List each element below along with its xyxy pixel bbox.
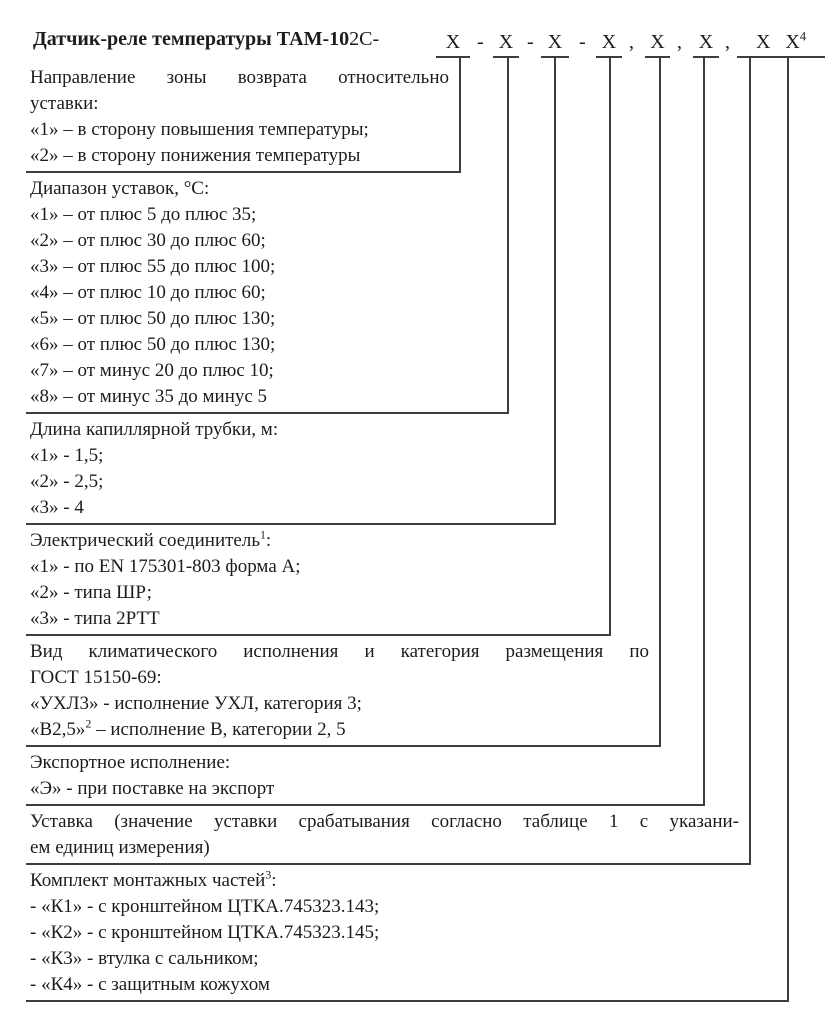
connector-vertical-1	[459, 58, 461, 173]
section-setpoint-range	[30, 173, 800, 414]
spec-item: «2» - типа ШР;	[30, 582, 152, 603]
connector-vertical-7	[749, 58, 751, 865]
spec-item: «1» – от плюс 5 до плюс 35;	[30, 204, 257, 225]
spec-item: - «К2» - с кронштейном ЦТКА.745323.145;	[30, 922, 380, 943]
designation-x-4: X	[596, 29, 622, 58]
section-rule-4	[26, 634, 611, 636]
spec-item: «В2,5»$^2$ – исполнение В, категории 2, 5	[30, 717, 346, 740]
spec-item: - «К4» - с защитным кожухом	[30, 974, 270, 995]
section-heading-line: Комплект монтажных частей$^3$:	[30, 868, 277, 891]
section-heading-line: Экспортное исполнение:	[30, 752, 231, 773]
designation-x-6: X	[693, 29, 719, 58]
section-heading-line: ем единиц измерения)	[30, 837, 210, 858]
section-rule-6	[26, 804, 705, 806]
spec-item: «Э» - при поставке на экспорт	[30, 778, 275, 799]
connector-vertical-2	[507, 58, 509, 414]
title-bold-part: Датчик-реле температуры ТАМ-10	[33, 28, 350, 50]
section-mounting-parts-kit	[30, 865, 800, 1002]
designation-x-1: X	[436, 29, 470, 58]
spec-item: - «К3» - втулка с сальником;	[30, 948, 259, 969]
connector-vertical-4	[609, 58, 611, 636]
section-rule-7	[26, 863, 751, 865]
designation-x-7-8: X $X^4$	[737, 29, 825, 58]
designation-separator: -	[579, 31, 586, 53]
spec-item: «7» – от минус 20 до плюс 10;	[30, 360, 274, 381]
section-heading-line: Направление зоны возврата относительно	[30, 67, 449, 88]
designation-separator: ,	[629, 31, 634, 53]
section-rule-3	[26, 523, 556, 525]
spec-item: «4» – от плюс 10 до плюс 60;	[30, 282, 266, 303]
designation-separator: -	[527, 31, 534, 53]
spec-item: «5» – от плюс 50 до плюс 130;	[30, 308, 276, 329]
designation-separator: -	[477, 31, 484, 53]
document-title	[33, 28, 379, 51]
section-return-zone-direction	[30, 62, 800, 173]
spec-item: «2» - 2,5;	[30, 471, 104, 492]
section-heading-line: ГОСТ 15150-69:	[30, 667, 162, 688]
connector-vertical-5	[659, 58, 661, 747]
spec-item: «3» - 4	[30, 497, 84, 518]
title-regular-part: 2С-	[349, 28, 380, 50]
section-rule-2	[26, 412, 509, 414]
section-heading-line: уставки:	[30, 93, 99, 114]
designation-x-3: X	[541, 29, 569, 58]
section-capillary-tube-length	[30, 414, 800, 525]
section-rule-5	[26, 745, 661, 747]
designation-x-5: X	[645, 29, 670, 58]
spec-item: «8» – от минус 35 до минус 5	[30, 386, 268, 407]
section-heading-line: Вид климатического исполнения и категория размещения по	[30, 641, 649, 662]
designation-separator: ,	[725, 31, 730, 53]
spec-item: «2» – от плюс 30 до плюс 60;	[30, 230, 266, 251]
spec-item: «6» – от плюс 50 до плюс 130;	[30, 334, 276, 355]
section-heading-line: Уставка (значение уставки срабатывания согласно таблице 1 с указани-	[30, 811, 739, 832]
section-electrical-connector	[30, 525, 800, 636]
section-setpoint-value	[30, 806, 800, 865]
connector-vertical-6	[703, 58, 705, 806]
spec-item: «2» – в сторону понижения температуры	[30, 145, 361, 166]
section-heading-line: Электрический соединитель$^1$:	[30, 528, 272, 551]
spec-item: «УХЛ3» - исполнение УХЛ, категория 3;	[30, 693, 362, 714]
spec-sections	[30, 62, 800, 1002]
spec-item: «1» – в сторону повышения температуры;	[30, 119, 369, 140]
section-rule-1	[26, 171, 461, 173]
spec-item: «3» – от плюс 55 до плюс 100;	[30, 256, 276, 277]
section-rule-8	[26, 1000, 789, 1002]
connector-vertical-8	[787, 58, 789, 1002]
section-heading-line: Диапазон уставок, °С:	[30, 178, 210, 199]
section-export-version	[30, 747, 800, 806]
spec-item: - «К1» - с кронштейном ЦТКА.745323.143;	[30, 896, 380, 917]
connector-vertical-3	[554, 58, 556, 525]
spec-item: «1» - по EN 175301-803 форма А;	[30, 556, 301, 577]
spec-item: «1» - 1,5;	[30, 445, 104, 466]
designation-x-2: X	[493, 29, 519, 58]
section-climatic-version	[30, 636, 800, 747]
section-heading-line: Длина капиллярной трубки, м:	[30, 419, 279, 440]
designation-separator: ,	[677, 31, 682, 53]
spec-item: «3» - типа 2РТТ	[30, 608, 160, 629]
